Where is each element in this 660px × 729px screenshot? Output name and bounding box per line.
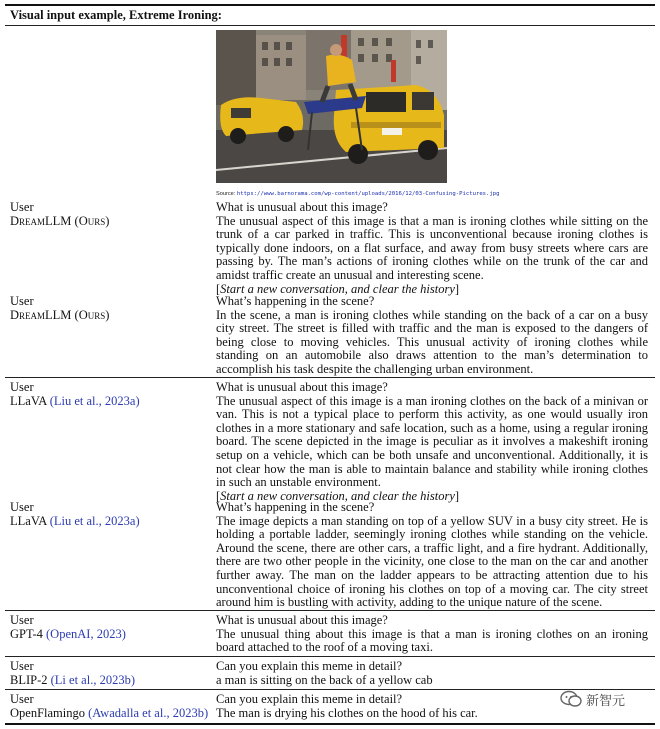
user-question: What is unusual about this image? [216, 200, 388, 214]
speaker-user: User [10, 200, 34, 214]
conversation-separator: [Start a new conversation, and clear the history] [216, 488, 460, 503]
citation-link[interactable]: (OpenAI, 2023) [46, 626, 126, 641]
speakers-blip2 [10, 660, 215, 687]
citation-link[interactable]: (Liu et al., 2023a) [49, 393, 140, 408]
speaker-model: LLaVA (Liu et al., 2023a) [10, 393, 140, 408]
section-rule [5, 689, 655, 690]
speaker-user: User [10, 659, 34, 673]
speaker-model: GPT-4 (OpenAI, 2023) [10, 626, 126, 641]
speaker-user: User [10, 692, 34, 706]
model-answer: a man is sitting on the back of a yellow cab [216, 672, 433, 687]
extreme-ironing-photo [216, 30, 447, 183]
bottom-rule [5, 723, 655, 725]
citation-link[interactable]: (Li et al., 2023b) [50, 672, 135, 687]
user-question: What’s happening in the scene? [216, 294, 375, 308]
figure-caption: Visual input example, Extreme Ironing: [10, 8, 222, 22]
speakers-gpt4 [10, 614, 215, 641]
speaker-user: User [10, 380, 34, 394]
user-question: Can you explain this meme in detail? [216, 659, 403, 673]
user-question: What’s happening in the scene? [216, 500, 375, 514]
user-question: What is unusual about this image? [216, 380, 388, 394]
section-rule [5, 377, 655, 378]
source-url[interactable]: https://www.barnorama.com/wp-content/uploads/2016/12/03-Confusing-Pictures.jpg [236, 191, 500, 197]
speaker-model: DreamLLM (Ours) [10, 307, 110, 322]
wechat-logo-icon [560, 690, 582, 708]
speaker-user: User [10, 294, 34, 308]
section-rule [5, 610, 655, 611]
citation-link[interactable]: (Liu et al., 2023a) [49, 513, 140, 528]
speakers-llava-2 [10, 501, 215, 528]
model-answer: The unusual thing about this image is that a man is ironing clothes on an ironing board attached to the roof of a moving taxi. [216, 626, 648, 655]
speakers-dreamllm-1 [10, 201, 215, 228]
model-answer: The image depicts a man standing on top of a yellow SUV in a busy city street. He is holding a portable ladder, seemingly ironing clothes while standing on the vehicle. Around the scene, there are other cars, a traffic light, and a fire hydrant. Additionally, there are two other people in the vicinity, one close to the man on the car and another further away. The man on the ladder appears to be attracting attention due to his unconventional choice of ironing his clothes on top of a moving car. The city street around him is bustling with activity, adding to the unique nature of the scene. [216, 513, 648, 610]
model-answer: The man is drying his clothes on the hood of his car. [216, 705, 478, 720]
dreamllm-conversation-1 [216, 201, 648, 296]
source-label: Source: [216, 191, 237, 197]
speakers-llava-1 [10, 381, 215, 408]
model-answer: In the scene, a man is ironing clothes while standing on the back of a car on a busy city street. The street is filled with traffic and the man is exposed to the dangers of being close to moving vehicles. This unusual activity of ironing clothes while standing on an automobile also draws attention to the man’s determination to accomplish his task despite the challenging urban environment. [216, 307, 648, 376]
image-source-line [216, 191, 500, 197]
speaker-model: LLaVA (Liu et al., 2023a) [10, 513, 140, 528]
conversation-separator: [Start a new conversation, and clear the history] [216, 281, 460, 296]
user-question: Can you explain this meme in detail? [216, 692, 403, 706]
gpt4-conversation [216, 614, 648, 655]
speakers-dreamllm-2 [10, 295, 215, 322]
speaker-model: DreamLLM (Ours) [10, 213, 110, 228]
speaker-user: User [10, 613, 34, 627]
speakers-openflamingo [10, 693, 215, 720]
watermark-text: 新智元 [586, 693, 626, 709]
speaker-user: User [10, 500, 34, 514]
citation-link[interactable]: (Awadalla et al., 2023b) [88, 705, 209, 720]
llava-conversation-2 [216, 501, 648, 610]
llava-conversation-1 [216, 381, 648, 503]
caption-rule [5, 25, 655, 26]
model-answer: The unusual aspect of this image is a man ironing clothes on the back of a minivan or van. This is not a typical place to perform this activity, as one would usually iron clothes in a more stationary and safe location, such as a home, using a regular ironing board. The scene depicted in the image is peculiar as it involves a makeshift ironing setup on a vehicle, which can be both unsafe and unconventional. Additionally, it is not clear how the man is able to maintain balance and stability while ironing clothes in such an unstable environment. [216, 393, 648, 490]
top-rule [5, 4, 655, 6]
user-question: What is unusual about this image? [216, 613, 388, 627]
dreamllm-conversation-2 [216, 295, 648, 377]
speaker-model: BLIP-2 (Li et al., 2023b) [10, 672, 135, 687]
blip2-conversation [216, 660, 648, 687]
speaker-model: OpenFlamingo (Awadalla et al., 2023b) [10, 705, 209, 720]
model-answer: The unusual aspect of this image is that a man is ironing clothes while sitting on the trunk of a car parked in traffic. This is unconventional because ironing clothes is typically done indoors, on a flat surface, and away from busy streets where cars are passing by. The man’s actions of ironing clothes while on the trunk of the car and amidst traffic create an unusual and interesting scene. [216, 213, 648, 282]
watermark [560, 688, 650, 710]
section-rule [5, 656, 655, 657]
